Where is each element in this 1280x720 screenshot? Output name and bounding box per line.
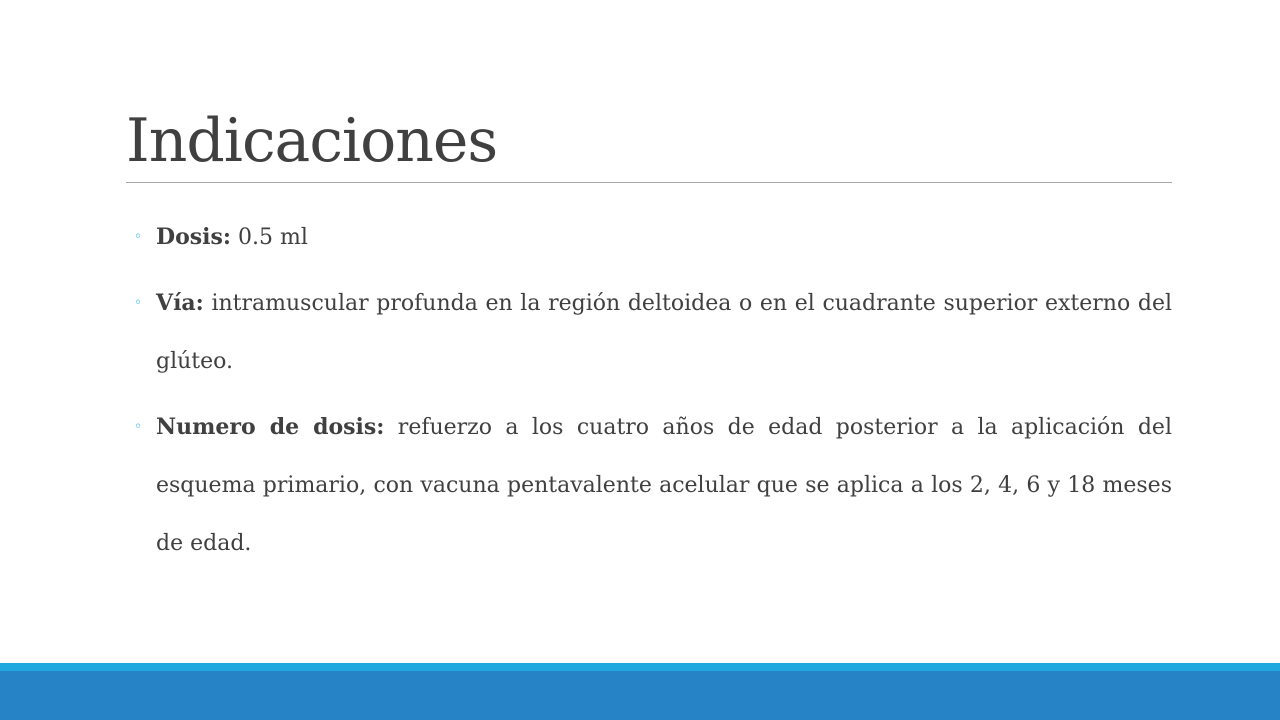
bullet-label: Vía: <box>156 290 204 316</box>
bullet-text: intramuscular profunda en la región deltoidea o en el cuadrante superior externo del glúteo. <box>156 291 1172 374</box>
bullet-label: Dosis: <box>156 224 232 250</box>
bullet-marker-icon: ◦ <box>134 229 143 245</box>
bullet-text: 0.5 ml <box>231 225 308 250</box>
bullet-marker-icon: ◦ <box>134 295 143 311</box>
bullet-label: Numero de dosis: <box>156 414 385 440</box>
bullet-text: refuerzo a los cuatro años de edad posterior a la aplicación del esquema primario, con vacuna pentavalente acelular que se aplica a los 2, 4, 6 y 18 meses de edad. <box>156 415 1172 556</box>
footer-band-dark <box>0 671 1280 720</box>
title-divider <box>126 182 1172 183</box>
footer-band-light <box>0 663 1280 671</box>
slide-title: Indicaciones <box>126 106 498 176</box>
bullet-item-numero-de-dosis <box>134 398 1172 573</box>
bullet-list <box>134 208 1172 580</box>
bullet-item-dosis <box>134 208 1172 267</box>
bullet-item-via <box>134 274 1172 391</box>
bullet-marker-icon: ◦ <box>134 419 143 435</box>
